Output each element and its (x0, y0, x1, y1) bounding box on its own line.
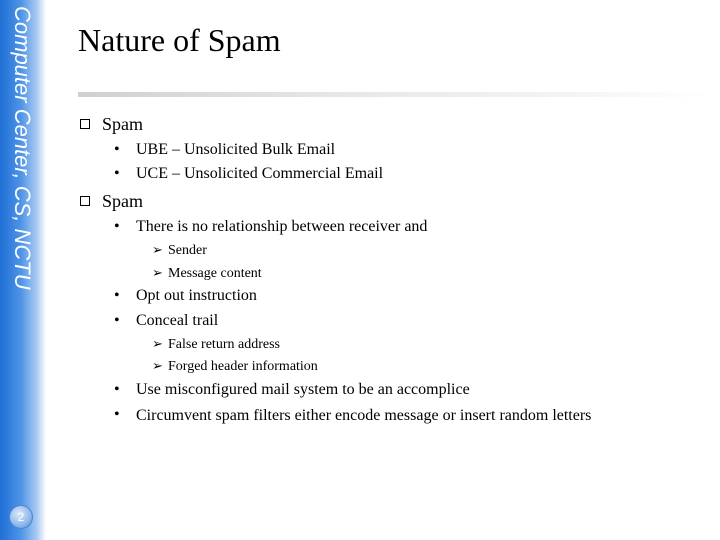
page-number: 2 (17, 510, 25, 524)
bullet-text: Opt out instruction (136, 287, 257, 304)
bullet-dot-icon: • (114, 381, 120, 398)
bullet-item (114, 141, 335, 159)
section-heading (80, 114, 143, 135)
bullet-dot-icon: • (114, 287, 120, 304)
section-heading-text: Spam (102, 114, 144, 134)
arrow-right-icon: ➢ (152, 358, 163, 373)
bullet-item (114, 406, 606, 425)
bullet-dot-icon: • (114, 141, 120, 158)
square-bullet-icon (80, 196, 90, 206)
sidebar (0, 0, 46, 540)
bullet-item (114, 312, 218, 330)
sub-item (152, 358, 318, 375)
bullet-text: Circumvent spam filters either encode message or insert random letters (136, 407, 592, 424)
page-number-badge (9, 505, 33, 529)
sub-item (152, 265, 262, 282)
bullet-dot-icon: • (114, 165, 120, 182)
bullet-text: Conceal trail (136, 312, 219, 329)
bullet-text: UBE – Unsolicited Bulk Email (136, 141, 336, 158)
bullet-item (114, 287, 257, 305)
sub-item (152, 336, 280, 353)
slide-title: Nature of Spam (78, 22, 281, 58)
sub-item-text: Message content (168, 266, 262, 281)
bullet-item (114, 218, 427, 236)
arrow-right-icon: ➢ (152, 242, 163, 257)
bullet-dot-icon: • (114, 312, 120, 329)
sub-item-text: Sender (168, 243, 207, 258)
sub-item-text: False return address (168, 337, 280, 352)
bullet-text: UCE – Unsolicited Commercial Email (136, 165, 384, 182)
section-heading (80, 191, 143, 212)
bullet-item (114, 165, 383, 183)
section-heading-text: Spam (102, 191, 144, 211)
sub-item (152, 242, 207, 259)
square-bullet-icon (80, 119, 90, 129)
title-divider (78, 92, 710, 97)
bullet-dot-icon: • (114, 406, 120, 423)
bullet-dot-icon: • (114, 218, 120, 235)
arrow-right-icon: ➢ (152, 336, 163, 351)
sidebar-label: Computer Center, CS, NCTU (10, 6, 35, 290)
arrow-right-icon: ➢ (152, 265, 163, 280)
bullet-text: There is no relationship between receiver and (136, 218, 428, 235)
sub-item-text: Forged header information (168, 359, 318, 374)
bullet-item (114, 381, 470, 399)
bullet-text: Use misconfigured mail system to be an accomplice (136, 381, 470, 398)
